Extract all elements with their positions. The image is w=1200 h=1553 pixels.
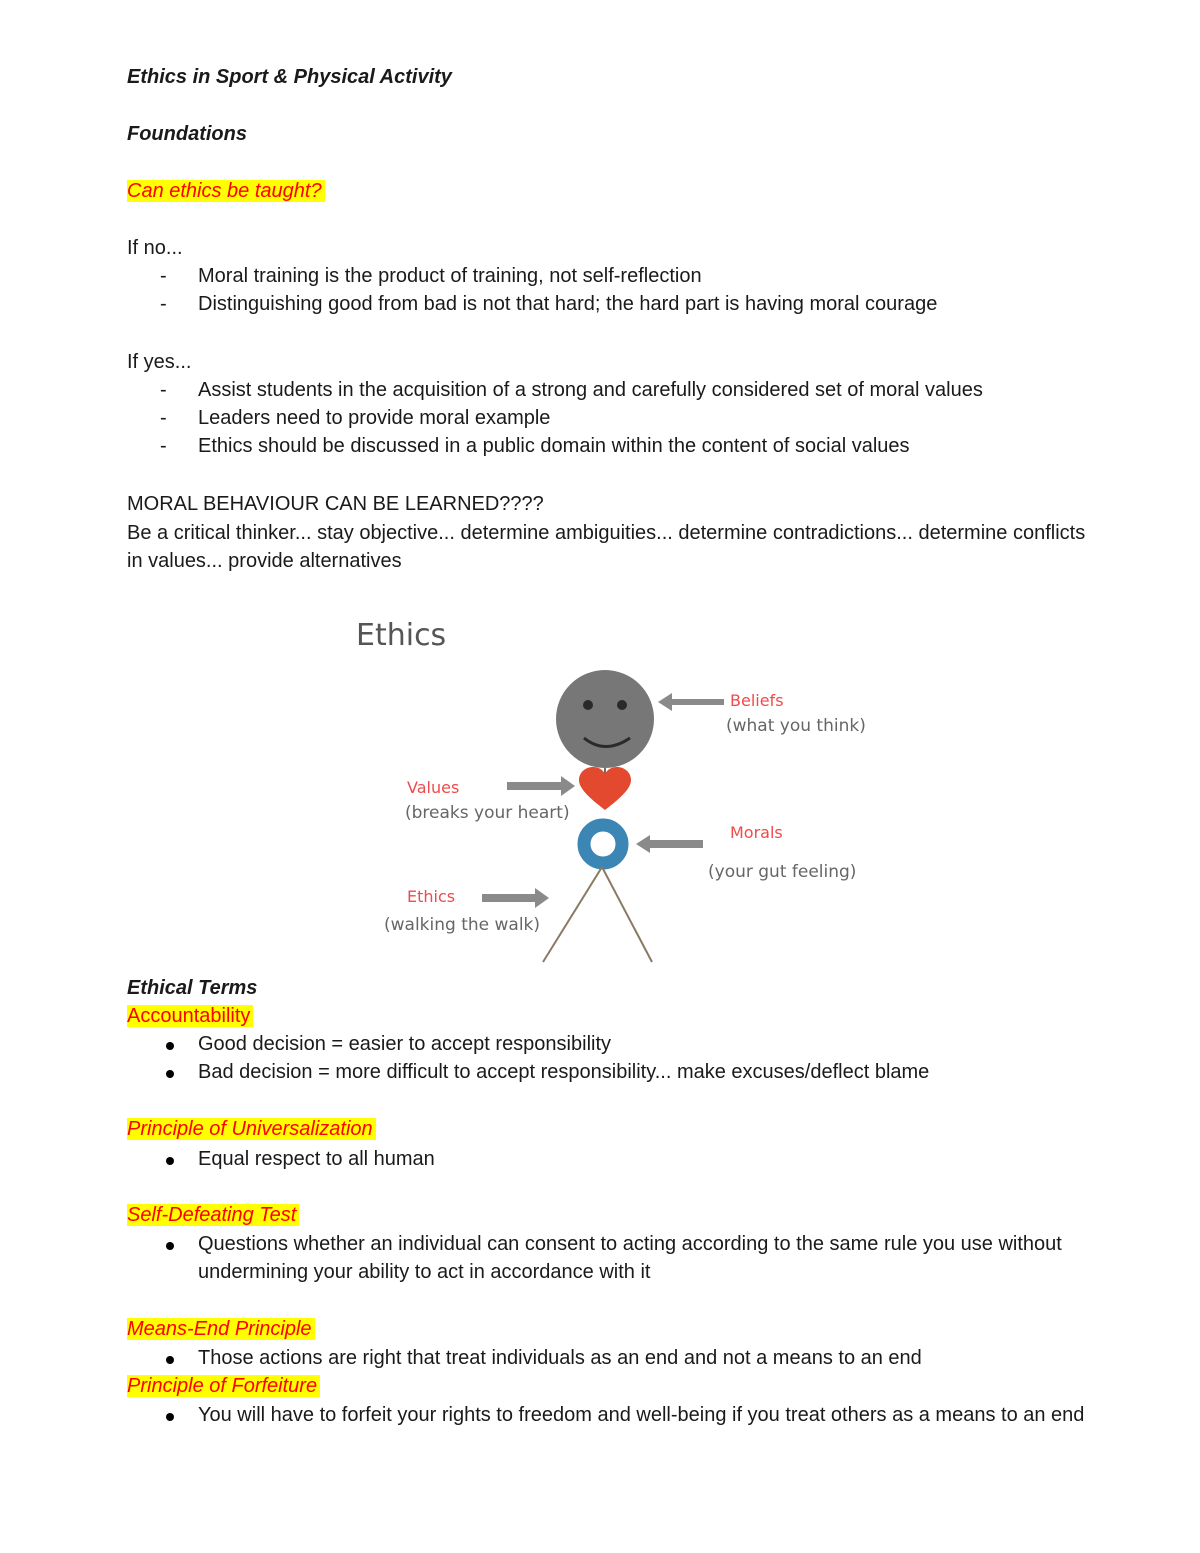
term-heading-accountability	[127, 1002, 253, 1030]
list-item-text: Those actions are right that treat individuals as an end and not a means to an end	[198, 1347, 922, 1369]
list-item	[160, 1230, 1090, 1286]
ethics-desc: (walking the walk)	[384, 915, 541, 935]
moral-behaviour-line: MORAL BEHAVIOUR CAN BE LEARNED????	[127, 493, 544, 515]
ethics-figure	[340, 605, 900, 975]
ethics-label: Ethics	[407, 887, 456, 906]
bullet-marker	[160, 1344, 190, 1372]
term-title: Accountability	[127, 1005, 253, 1027]
bullet-marker	[160, 1145, 190, 1173]
if-no-label: If no...	[127, 237, 183, 259]
right-eye	[617, 700, 627, 710]
list-item	[160, 1344, 1090, 1372]
dash-marker: -	[160, 407, 167, 429]
list-item	[160, 290, 1090, 318]
list-item	[160, 262, 1090, 290]
values-arrow	[507, 776, 575, 796]
figure-title: Ethics	[356, 618, 447, 653]
list-item-text: Leaders need to provide moral example	[198, 407, 551, 429]
left-leg	[543, 867, 602, 962]
critical-thinker-paragraph: Be a critical thinker... stay objective... determine ambiguities... determine contradictions... determine conflicts in values... provide alternatives	[127, 522, 1086, 572]
values-desc: (breaks your heart)	[405, 803, 570, 823]
question-text: Can ethics be taught?	[127, 180, 325, 202]
left-eye	[583, 700, 593, 710]
term-title: Means-End Principle	[127, 1318, 315, 1340]
list-item	[160, 432, 1090, 460]
section-heading-ethical-terms: Ethical Terms	[127, 977, 258, 999]
list-item	[160, 1058, 1090, 1086]
morals-label: Morals	[730, 823, 783, 842]
section-heading-foundations: Foundations	[127, 123, 247, 145]
term-title: Principle of Universalization	[127, 1118, 376, 1140]
list-item-text: Moral training is the product of training, not self-reflection	[198, 265, 702, 287]
right-leg	[602, 867, 652, 962]
morals-desc: (your gut feeling)	[708, 862, 857, 882]
list-item-text: Bad decision = more difficult to accept responsibility... make excuses/deflect blame	[198, 1061, 930, 1083]
list-item-text: You will have to forfeit your rights to freedom and well-being if you treat others as a means to an end	[198, 1404, 1085, 1426]
bullet-marker	[160, 1058, 190, 1086]
list-item	[160, 376, 1090, 404]
list-item-text: Good decision = easier to accept responsibility	[198, 1033, 612, 1055]
beliefs-label: Beliefs	[730, 691, 784, 710]
beliefs-arrow	[658, 693, 724, 711]
morals-arrow	[636, 835, 703, 853]
list-item-text: Ethics should be discussed in a public domain within the content of social values	[198, 435, 910, 457]
list-item-text: Distinguishing good from bad is not that hard; the hard part is having moral courage	[198, 293, 938, 315]
list-item-text: Assist students in the acquisition of a strong and carefully considered set of moral values	[198, 379, 983, 401]
list-item	[160, 1145, 1090, 1173]
bullet-marker	[160, 1230, 190, 1258]
dash-marker: -	[160, 435, 167, 457]
dash-marker: -	[160, 379, 167, 401]
bullet-marker	[160, 1030, 190, 1058]
head-circle	[556, 670, 654, 768]
term-heading-universalization	[127, 1115, 376, 1143]
list-item-text: Questions whether an individual can consent to acting according to the same rule you use without undermining your ability to act in accordance with it	[198, 1233, 1062, 1283]
dash-marker: -	[160, 293, 167, 315]
ethics-arrow	[482, 888, 549, 908]
highlighted-question	[127, 177, 325, 205]
list-item	[160, 404, 1090, 432]
term-title: Self-Defeating Test	[127, 1204, 299, 1226]
term-heading-forfeiture	[127, 1372, 320, 1400]
bullet-marker	[160, 1401, 190, 1429]
values-label: Values	[407, 778, 460, 797]
term-heading-self-defeating	[127, 1201, 299, 1229]
if-yes-label: If yes...	[127, 351, 192, 373]
list-item	[160, 1401, 1090, 1429]
term-heading-means-end	[127, 1315, 315, 1343]
list-item	[160, 1030, 1090, 1058]
document-title: Ethics in Sport & Physical Activity	[127, 66, 452, 88]
list-item-text: Equal respect to all human	[198, 1148, 435, 1170]
term-title: Principle of Forfeiture	[127, 1375, 320, 1397]
beliefs-desc: (what you think)	[726, 716, 866, 736]
dash-marker: -	[160, 265, 167, 287]
